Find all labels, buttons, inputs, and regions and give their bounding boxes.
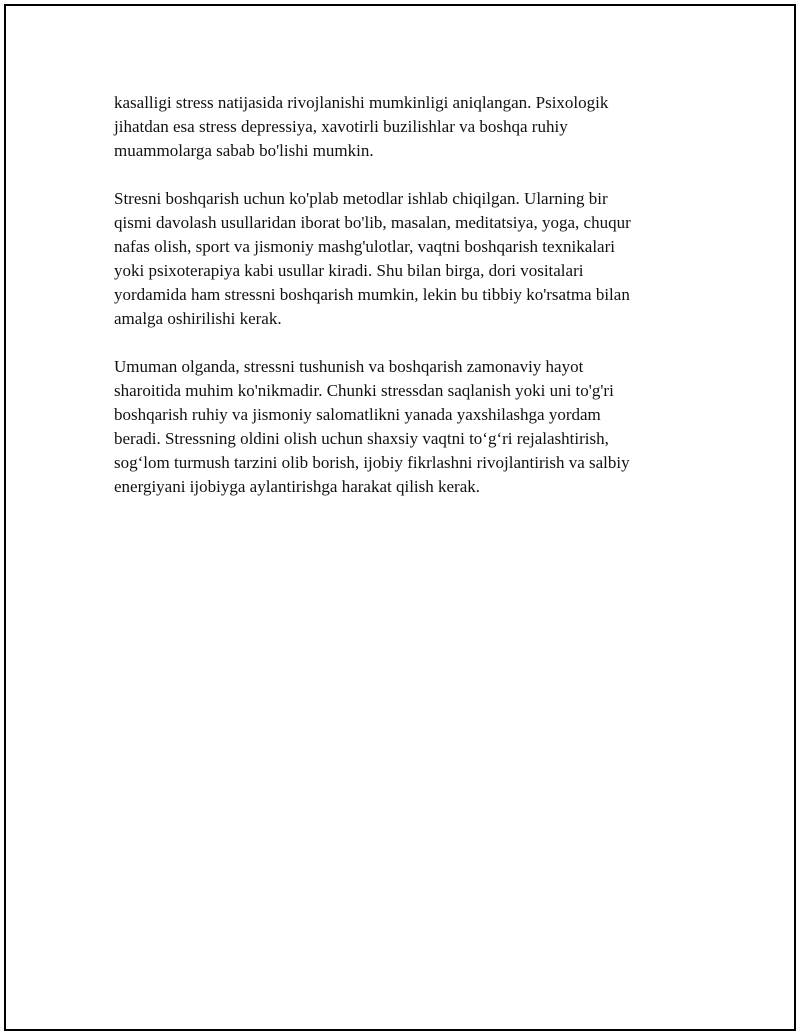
text-line: yoki psixoterapiya kabi usullar kiradi. Shu bilan birga, dori vositalari [114, 261, 584, 280]
text-line: yordamida ham stressni boshqarish mumkin, lekin bu tibbiy ko'rsatma bilan [114, 285, 630, 304]
text-line: nafas olish, sport va jismoniy mashg'ulotlar, vaqtni boshqarish texnikalari [114, 237, 615, 256]
text-line: sharoitida muhim ko'nikmadir. Chunki stressdan saqlanish yoki uni to'g'ri [114, 381, 614, 400]
text-line: energiyani ijobiyga aylantirishga harakat qilish kerak. [114, 477, 481, 496]
paragraph-2 [114, 187, 684, 331]
text-line: Umuman olganda, stressni tushunish va boshqarish zamonaviy hayot [114, 357, 584, 376]
text-line: kasalligi stress natijasida rivojlanishi mumkinligi aniqlangan. Psixologik [114, 93, 609, 112]
text-line: jihatdan esa stress depressiya, xavotirli buzilishlar va boshqa ruhiy [114, 117, 568, 136]
text-line: muammolarga sabab bo'lishi mumkin. [114, 141, 374, 160]
text-line: amalga oshirilishi kerak. [114, 309, 282, 328]
paragraph-1 [114, 91, 684, 163]
text-line: beradi. Stressning oldini olish uchun shaxsiy vaqtni to‘g‘ri rejalashtirish, [114, 429, 609, 448]
text-line: qismi davolash usullaridan iborat bo'lib, masalan, meditatsiya, yoga, chuqur [114, 213, 631, 232]
text-line: sog‘lom turmush tarzini olib borish, ijobiy fikrlashni rivojlantirish va salbiy [114, 453, 630, 472]
text-line: Stresni boshqarish uchun ko'plab metodlar ishlab chiqilgan. Ularning bir [114, 189, 608, 208]
document-body [114, 91, 684, 523]
paragraph-3 [114, 355, 684, 499]
text-line: boshqarish ruhiy va jismoniy salomatlikni yanada yaxshilashga yordam [114, 405, 601, 424]
